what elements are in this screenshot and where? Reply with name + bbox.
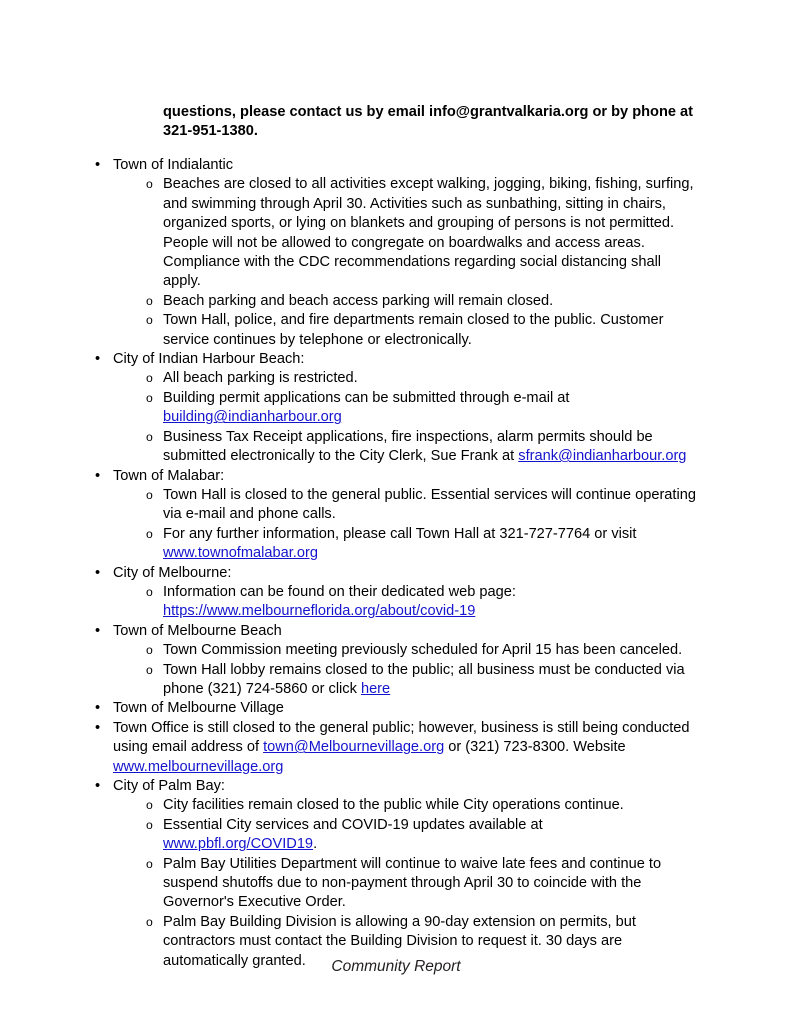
- sub-bullet-item-malabar-info: [95, 525, 697, 564]
- bullet-marker-icon: •: [95, 564, 101, 581]
- bullet-item-text: Town of Melbourne Village: [113, 700, 284, 717]
- bullet-marker-icon: •: [95, 351, 101, 368]
- hyperlink[interactable]: www.pbfl.org/COVID19: [163, 836, 314, 853]
- sub-bullet-item-melbourne-webpage: [95, 583, 697, 622]
- bullet-item-malabar: [95, 467, 697, 486]
- bullet-item-text: City of Melbourne:: [113, 564, 232, 581]
- bullet-marker-icon: •: [95, 719, 101, 736]
- sub-bullet-item-text: [163, 312, 663, 347]
- circle-marker-icon: o: [146, 390, 153, 405]
- text-run: Business Tax Receipt applications, fire inspections, alarm permits should be submitted electronically to the City Clerk, Sue Frank at: [163, 428, 653, 465]
- sub-bullet-item-text: [163, 487, 696, 522]
- document-body: [95, 88, 697, 971]
- sub-bullet-item-pb-facilities: [95, 796, 697, 815]
- hyperlink[interactable]: www.melbournevillage.org: [113, 758, 284, 775]
- sub-bullet-item-pb-utilities: [95, 855, 697, 913]
- text-run: City facilities remain closed to the public while City operations continue.: [163, 797, 624, 814]
- text-run: Town Hall is closed to the general public. Essential services will continue operating via e-mail and phone calls.: [163, 486, 696, 523]
- hyperlink[interactable]: www.townofmalabar.org: [163, 545, 318, 562]
- sub-bullet-item-text: [163, 856, 661, 911]
- bullet-item-melbourne-village: [95, 699, 697, 718]
- lead-paragraph: questions, please contact us by email info@grantvalkaria.org or by phone at 321-951-1380.: [163, 103, 693, 139]
- text-run: Building permit applications can be submitted through e-mail at: [163, 389, 570, 406]
- sub-bullet-item-text: [163, 817, 543, 852]
- hyperlink[interactable]: https://www.melbourneflorida.org/about/covid-19: [163, 603, 476, 620]
- circle-marker-icon: o: [146, 914, 153, 929]
- text-run: .: [313, 836, 318, 853]
- sub-bullet-item-indialantic-townhall: [95, 311, 697, 350]
- sub-bullet-item-text: [163, 293, 553, 309]
- circle-marker-icon: o: [146, 662, 153, 677]
- text-run: Town Commission meeting previously scheduled for April 15 has been canceled.: [163, 642, 683, 659]
- text-run: Town Hall, police, and fire departments remain closed to the public. Customer service continues by telephone or electronically.: [163, 312, 664, 348]
- sub-bullet-item-ihb-permits: [95, 389, 697, 428]
- hyperlink[interactable]: building@indianharbour.org: [163, 409, 342, 426]
- bullet-item-text: City of Palm Bay:: [113, 778, 225, 794]
- circle-marker-icon: o: [146, 643, 153, 658]
- text-run: Town Hall lobby remains closed to the public; all business must be conducted via phone (321) 724-5860 or click: [163, 661, 685, 697]
- circle-marker-icon: o: [146, 429, 153, 444]
- bullet-item-text: City of Indian Harbour Beach:: [113, 351, 305, 368]
- bullet-item-melbourne-beach: [95, 622, 697, 641]
- text-run: Information can be found on their dedicated web page:: [163, 583, 516, 600]
- bullet-item-indialantic: [95, 156, 697, 175]
- circle-marker-icon: o: [146, 487, 153, 502]
- text-run: Palm Bay Utilities Department will continue to waive late fees and continue to suspend shutoffs due to non-payment through April 30 to coincide with the Governor's Executive Order.: [163, 855, 662, 911]
- bullet-marker-icon: •: [95, 778, 101, 794]
- sub-bullet-item-pb-services: [95, 816, 697, 855]
- bullet-marker-icon: •: [95, 622, 101, 639]
- text-run: All beach parking is restricted.: [163, 370, 358, 387]
- text-run: Town Office is still closed to the general public; however, business is still being conducted using email address of: [113, 719, 690, 756]
- page-footer: Community Report: [331, 958, 461, 975]
- bullet-item-melbourne-village-office: [95, 719, 697, 777]
- sub-bullet-item-text: [163, 370, 358, 386]
- sub-bullet-item-indialantic-beaches: [95, 175, 697, 291]
- text-run: Essential City services and COVID-19 updates available at: [163, 816, 543, 833]
- circle-marker-icon: o: [146, 856, 153, 871]
- sub-bullet-item-text: [163, 642, 682, 658]
- bullet-item-indian-harbour-beach: [95, 350, 697, 369]
- text-run: Beach parking and beach access parking will remain closed.: [163, 292, 554, 309]
- bullet-item-text: Town of Indialantic: [113, 157, 234, 173]
- circle-marker-icon: o: [146, 584, 153, 599]
- sub-bullet-item-ihb-parking: [95, 369, 697, 388]
- sub-bullet-item-ihb-business-tax: [95, 428, 697, 467]
- sub-bullet-item-text: [163, 584, 516, 619]
- sub-bullet-item-indialantic-parking: [95, 292, 697, 311]
- text-run: Palm Bay Building Division is allowing a 90-day extension on permits, but contractors must contact the Building Division to request it. 30 days are automatically granted.: [163, 913, 636, 969]
- circle-marker-icon: o: [146, 177, 153, 192]
- sub-bullet-item-text: [163, 662, 685, 697]
- bullet-item-text: [113, 720, 690, 775]
- bullet-item-text: Town of Melbourne Beach: [113, 622, 282, 639]
- circle-marker-icon: o: [146, 526, 153, 541]
- sub-bullet-item-mb-lobby: [95, 661, 697, 700]
- text-run: Beaches are closed to all activities except walking, jogging, biking, fishing, surfing, and swimming through April 30. Activities such as sunbathing, sitting in chairs, organized sports, or lying on blankets and grouping of persons is not permitted. People will not be allowed to congregate on boardwalks and access areas. Compliance with the CDC recommendations regarding social distancing shall apply.: [163, 176, 694, 290]
- sub-bullet-item-malabar-townhall: [95, 486, 697, 525]
- sub-bullet-item-text: [163, 176, 694, 289]
- text-run: or (321) 723-8300. Website: [444, 739, 626, 756]
- bullet-item-palm-bay: [95, 777, 697, 796]
- sub-bullet-item-text: [163, 390, 569, 425]
- hyperlink[interactable]: town@Melbournevillage.org: [263, 739, 445, 756]
- circle-marker-icon: o: [146, 313, 153, 328]
- sub-bullet-item-mb-commission: [95, 641, 697, 660]
- sub-bullet-item-text: [163, 797, 624, 813]
- circle-marker-icon: o: [146, 817, 153, 832]
- bullet-item-text: Town of Malabar:: [113, 467, 225, 484]
- bullet-marker-icon: •: [95, 467, 101, 484]
- bullet-marker-icon: •: [95, 157, 101, 173]
- sub-bullet-item-text: [163, 526, 636, 561]
- circle-marker-icon: o: [146, 293, 153, 308]
- bullet-marker-icon: •: [95, 700, 101, 717]
- sections-container: [95, 156, 697, 971]
- hyperlink[interactable]: here: [360, 680, 391, 697]
- bullet-item-melbourne: [95, 564, 697, 583]
- text-run: For any further information, please call Town Hall at 321-727-7764 or visit: [163, 525, 637, 542]
- circle-marker-icon: o: [146, 798, 153, 813]
- hyperlink[interactable]: sfrank@indianharbour.org: [518, 448, 687, 465]
- circle-marker-icon: o: [146, 371, 153, 386]
- sub-bullet-item-text: [163, 429, 686, 464]
